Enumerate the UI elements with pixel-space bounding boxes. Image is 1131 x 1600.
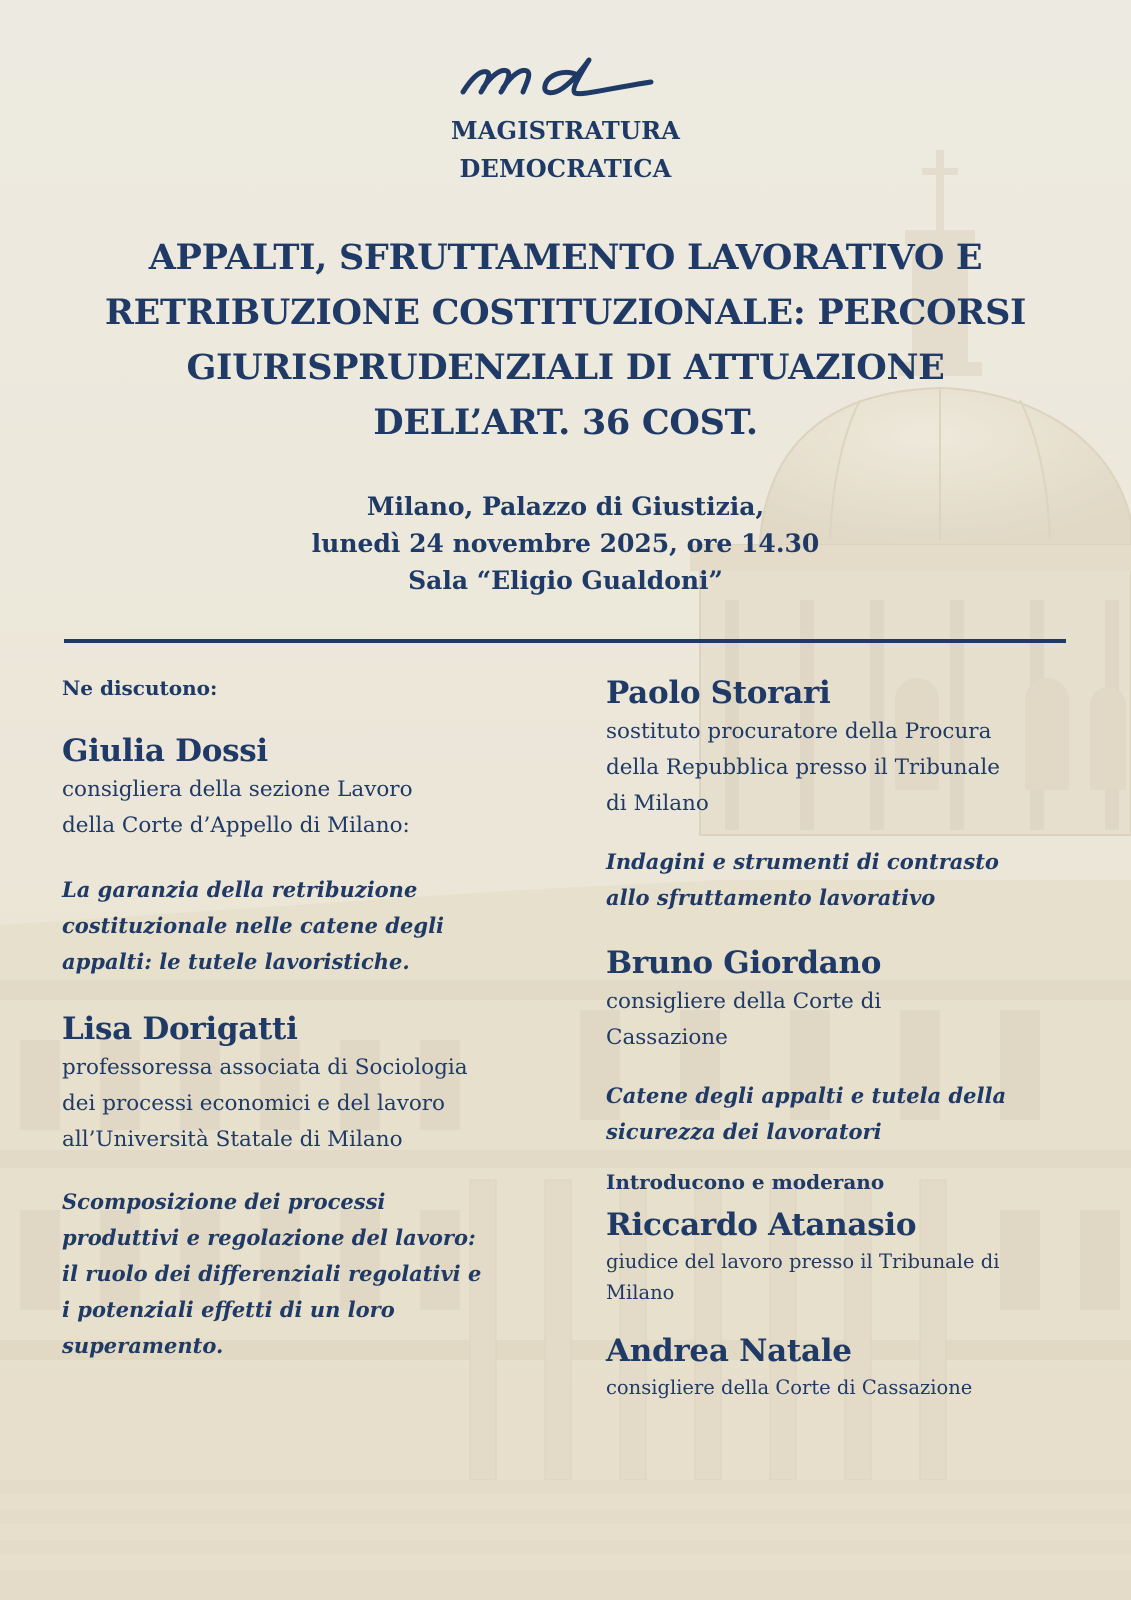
event-room: Sala “Eligio Gualdoni” bbox=[408, 566, 723, 595]
md-logo-mark bbox=[451, 46, 681, 106]
speaker-role-line: della Corte d’Appello di Milano: bbox=[62, 813, 410, 838]
title-line-1: APPALTI, SFRUTTAMENTO LAVORATIVO E bbox=[148, 237, 983, 278]
moderator-riccardo-atanasio bbox=[606, 1204, 1106, 1308]
speaker-role-line: della Repubblica presso il Tribunale bbox=[606, 755, 1000, 780]
title-line-3: GIURISPRUDENZIALI DI ATTUAZIONE bbox=[186, 347, 945, 388]
speaker-role-line: di Milano bbox=[606, 791, 709, 816]
talk-title-line: costituzionale nelle catene degli bbox=[62, 913, 445, 938]
divider-rule bbox=[64, 639, 1066, 643]
speaker-role-line: all’Università Statale di Milano bbox=[62, 1127, 403, 1152]
event-title bbox=[60, 230, 1071, 450]
moderator-role-line: giudice del lavoro presso il Tribunale di bbox=[606, 1250, 1000, 1273]
org-line-1: MAGISTRATURA bbox=[450, 116, 681, 145]
moderator-name: Riccardo Atanasio bbox=[606, 1207, 917, 1243]
talk-title-line: il ruolo dei differenziali regolativi e bbox=[62, 1261, 482, 1286]
talk-giulia-dossi bbox=[62, 872, 572, 980]
org-line-2: DEMOCRATICA bbox=[459, 154, 672, 183]
talk-title-line: La garanzia della retribuzione bbox=[62, 877, 418, 902]
event-place: Milano, Palazzo di Giustizia, bbox=[366, 492, 765, 521]
speaker-role-line: consigliere della Corte di bbox=[606, 989, 882, 1014]
event-datetime: lunedì 24 novembre 2025, ore 14.30 bbox=[311, 529, 820, 558]
talk-lisa-dorigatti bbox=[62, 1184, 572, 1364]
speaker-role-line: Cassazione bbox=[606, 1025, 728, 1050]
talk-title-line: appalti: le tutele lavoristiche. bbox=[62, 949, 410, 974]
speaker-paolo-storari bbox=[606, 672, 1106, 822]
talk-bruno-giordano bbox=[606, 1078, 1106, 1150]
title-line-2: RETRIBUZIONE COSTITUZIONALE: PERCORSI bbox=[104, 292, 1027, 333]
right-column bbox=[606, 672, 1106, 1403]
speaker-bruno-giordano bbox=[606, 942, 1106, 1056]
left-column bbox=[62, 672, 572, 1364]
talk-title-line: i potenziali effetti di un loro bbox=[62, 1297, 395, 1322]
speaker-lisa-dorigatti bbox=[62, 1008, 572, 1158]
moderator-role-line: Milano bbox=[606, 1281, 675, 1304]
speaker-name: Giulia Dossi bbox=[62, 733, 268, 769]
organization-name bbox=[0, 112, 1131, 188]
talk-title-line: sicurezza dei lavoratori bbox=[606, 1119, 882, 1144]
title-line-4: DELL’ART. 36 COST. bbox=[373, 402, 758, 443]
talk-title-line: Scomposizione dei processi bbox=[62, 1189, 386, 1214]
moderator-andrea-natale bbox=[606, 1330, 1106, 1403]
moderator-role-line: consigliere della Corte di Cassazione bbox=[606, 1376, 973, 1399]
talk-title-line: Catene degli appalti e tutela della bbox=[606, 1083, 1007, 1108]
speaker-role-line: dei processi economici e del lavoro bbox=[62, 1091, 446, 1116]
speaker-name: Bruno Giordano bbox=[606, 945, 882, 981]
talk-title-line: produttivi e regolazione del lavoro: bbox=[62, 1225, 476, 1250]
speaker-role-line: professoressa associata di Sociologia bbox=[62, 1055, 468, 1080]
speaker-role-line: sostituto procuratore della Procura bbox=[606, 719, 992, 744]
talk-title-line: superamento. bbox=[62, 1333, 224, 1358]
talk-title-line: Indagini e strumenti di contrasto bbox=[606, 849, 999, 874]
talk-title-line: allo sfruttamento lavorativo bbox=[606, 885, 936, 910]
talk-paolo-storari bbox=[606, 844, 1106, 916]
speaker-name: Lisa Dorigatti bbox=[62, 1011, 298, 1047]
speaker-name: Paolo Storari bbox=[606, 675, 831, 711]
moderators-label: Introducono e moderano bbox=[606, 1170, 885, 1194]
speaker-giulia-dossi bbox=[62, 730, 572, 844]
speaker-role-line: consigliera della sezione Lavoro bbox=[62, 777, 413, 802]
event-details bbox=[0, 488, 1131, 599]
discussants-label: Ne discutono: bbox=[62, 676, 218, 700]
moderator-name: Andrea Natale bbox=[606, 1333, 852, 1369]
logo bbox=[0, 46, 1131, 106]
